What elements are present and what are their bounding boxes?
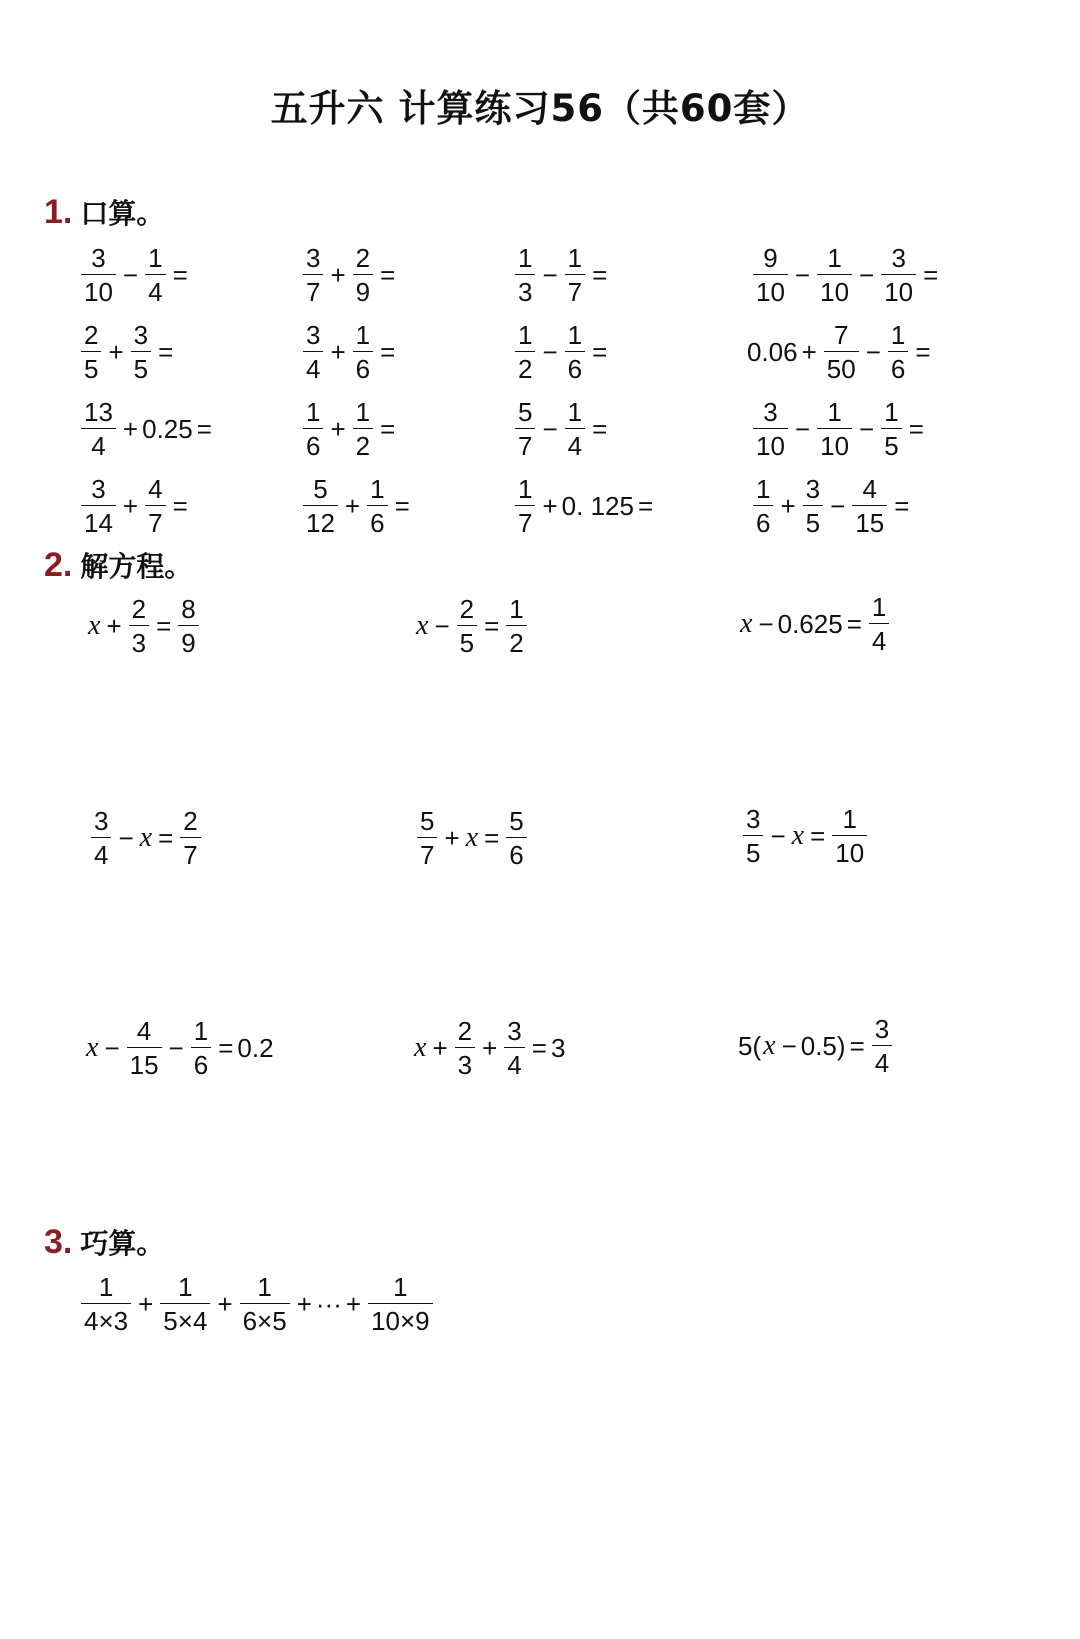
denominator: 4 [567,431,583,461]
denominator: 10 [835,838,865,868]
number: 0. 125 [561,490,634,521]
equation [84,1018,274,1078]
operator: = [394,490,410,521]
denominator: 15 [855,508,885,538]
numerator: 1 [178,1272,193,1302]
denominator: 10×9 [371,1306,430,1336]
equation [88,808,204,868]
denominator: 9 [355,277,371,307]
fraction [881,245,916,305]
oral-problem [750,476,913,536]
number: 0.5) [800,1030,846,1061]
fraction [127,1018,162,1078]
denominator: 4 [91,431,106,461]
numerator: 8 [181,594,196,624]
equation [414,596,530,656]
denominator: 6 [370,508,385,538]
numerator: 3 [133,320,149,350]
numerator: 1 [871,592,887,622]
number: 0.25 [142,413,193,444]
denominator: 9 [181,628,196,658]
fraction [191,1018,211,1078]
numerator: 3 [763,397,778,427]
fraction [832,806,867,866]
numerator: 4 [136,1016,152,1046]
fraction [353,245,373,305]
denominator: 10 [84,277,113,307]
number: 0.2 [237,1032,274,1063]
operator: = [484,822,500,853]
operator: = [923,259,939,290]
denominator: 4 [874,1048,890,1078]
number: ··· [315,1288,342,1319]
fraction [81,476,116,536]
denominator: 2 [518,354,533,384]
denominator: 7 [518,508,533,538]
variable: x [763,1030,776,1061]
operator: + [542,490,558,521]
operator: − [859,259,875,290]
numerator: 2 [457,1016,473,1046]
oral-problem [747,322,935,382]
operator: = [592,413,608,444]
denominator: 7 [420,840,435,870]
numerator: 1 [518,474,533,504]
operator: = [380,413,396,444]
oral-problem [300,322,399,382]
denominator: 3 [457,1050,473,1080]
numerator: 3 [874,1014,890,1044]
number: 0.625 [777,608,843,639]
fraction [817,245,852,305]
operator: = [915,336,931,367]
numerator: 3 [507,1016,522,1046]
numerator: 1 [518,243,533,273]
operator: = [380,336,396,367]
numerator: 1 [567,243,583,273]
operator: + [801,336,817,367]
operator: − [542,413,558,444]
denominator: 10 [884,277,914,307]
oral-problem [750,399,928,459]
operator: = [172,490,188,521]
operator: − [794,259,811,290]
denominator: 5 [746,838,761,868]
fraction [824,322,859,382]
numerator: 5 [420,806,435,836]
numerator: 1 [193,1016,209,1046]
numerator: 3 [805,474,821,504]
page-title: 五升六 计算练习56（共60套） [270,87,810,130]
operator: + [296,1288,312,1319]
operator: = [218,1032,234,1063]
variable: x [86,1032,99,1063]
fraction [803,476,823,536]
numerator: 1 [518,320,533,350]
series-problem [78,1274,436,1334]
denominator: 6 [306,431,321,461]
operator: = [637,490,654,521]
denominator: 10 [756,431,785,461]
fraction [303,322,323,382]
variable: x [88,610,101,641]
oral-problem [750,245,942,305]
denominator: 2 [355,431,371,461]
numerator: 1 [370,474,385,504]
fraction [852,476,887,536]
operator: + [344,490,361,521]
denominator: 3 [518,277,533,307]
fraction [753,245,788,305]
numerator: 3 [306,320,321,350]
fraction [145,476,165,536]
operator: − [758,608,774,639]
fraction [129,596,149,656]
fraction [506,596,526,656]
numerator: 3 [891,243,906,273]
fraction [145,245,165,305]
fraction [303,245,323,305]
number: 3 [550,1032,566,1063]
fraction [817,399,852,459]
numerator: 1 [567,397,583,427]
section-1-header [44,192,164,232]
section-3-header [44,1222,164,1262]
fraction [81,245,116,305]
denominator: 4 [94,840,109,870]
numerator: 1 [148,243,163,273]
operator: − [770,820,786,851]
denominator: 50 [826,354,856,384]
section-number: 3. [44,1222,73,1261]
fraction [353,399,373,459]
equation [740,806,870,866]
denominator: 6 [355,354,371,384]
fraction [515,399,535,459]
oral-problem [78,399,216,459]
variable: x [465,822,479,853]
fraction [515,476,535,536]
denominator: 3 [131,628,147,658]
numerator: 9 [763,243,778,273]
fraction [743,806,763,866]
denominator: 6 [756,508,771,538]
number: 0.06 [747,336,798,367]
fraction [565,322,585,382]
operator: + [108,336,124,367]
denominator: 4 [306,354,321,384]
fraction [367,476,387,536]
operator: + [138,1288,154,1319]
oral-problem [300,476,414,536]
fraction [753,399,788,459]
numerator: 1 [257,1272,272,1302]
oral-problem [512,399,611,459]
fraction [869,594,889,654]
numerator: 3 [91,474,106,504]
fraction [515,245,535,305]
operator: + [122,413,139,444]
denominator: 4×3 [84,1306,129,1336]
oral-problem [512,476,657,536]
numerator: 1 [98,1272,114,1302]
fraction [565,399,585,459]
operator: = [196,413,212,444]
operator: − [865,336,881,367]
denominator: 10 [820,277,850,307]
fraction [303,399,323,459]
denominator: 7 [567,277,583,307]
denominator: 5 [459,628,475,658]
numerator: 5 [313,474,328,504]
numerator: 1 [509,594,524,624]
fraction [457,596,477,656]
variable: x [139,822,153,853]
numerator: 3 [306,243,321,273]
numerator: 1 [393,1272,408,1302]
numerator: 2 [183,806,198,836]
fraction [504,1018,524,1078]
fraction [368,1274,433,1334]
oral-problem [300,245,399,305]
fraction [178,596,198,656]
denominator: 5 [884,431,899,461]
fraction [881,399,901,459]
fraction [417,808,437,868]
operator: + [330,336,346,367]
operator: − [859,413,875,444]
operator: − [542,336,558,367]
oral-problem [78,322,177,382]
denominator: 10 [756,277,785,307]
operator: = [531,1032,547,1063]
denominator: 4 [507,1050,522,1080]
operator: = [894,490,910,521]
oral-problem [512,245,611,305]
denominator: 4 [871,626,887,656]
denominator: 6 [567,354,583,384]
operator: = [156,610,172,641]
operator: = [846,608,862,639]
operator: = [380,259,396,290]
fraction [131,322,151,382]
denominator: 5×4 [163,1306,208,1336]
fraction [240,1274,290,1334]
operator: = [592,336,608,367]
denominator: 5 [133,354,149,384]
equation [86,596,202,656]
numerator: 2 [355,243,371,273]
fraction [888,322,908,382]
denominator: 7 [518,431,533,461]
numerator: 1 [842,804,857,834]
fraction [81,399,116,459]
numerator: 5 [518,397,533,427]
operator: = [158,336,174,367]
variable: x [740,608,753,639]
numerator: 5 [509,806,524,836]
numerator: 2 [131,594,147,624]
denominator: 6 [509,840,524,870]
numerator: 1 [884,397,899,427]
numerator: 3 [91,243,106,273]
fraction [81,1274,131,1334]
variable: x [414,1032,427,1063]
equation [738,594,892,654]
operator: + [432,1032,448,1063]
numerator: 3 [94,806,109,836]
oral-problem [512,322,611,382]
denominator: 7 [148,508,163,538]
fraction [565,245,585,305]
numerator: 1 [306,397,321,427]
numerator: 1 [890,320,906,350]
operator: − [122,259,139,290]
denominator: 6 [193,1050,209,1080]
operator: = [849,1030,865,1061]
fraction [353,322,373,382]
equation [738,1016,895,1076]
number: 5( [738,1030,762,1061]
fraction [91,808,111,868]
section-label: 口算。 [80,197,165,230]
operator: + [106,610,122,641]
fraction [455,1018,475,1078]
operator: − [542,259,558,290]
denominator: 2 [509,628,524,658]
operator: − [794,413,811,444]
operator: − [781,1030,797,1061]
operator: + [122,490,139,521]
oral-problem [78,476,192,536]
operator: + [217,1288,233,1319]
fraction [81,322,101,382]
section-2-header [44,545,192,585]
denominator: 5 [84,354,99,384]
numerator: 7 [834,320,849,350]
numerator: 1 [355,397,371,427]
operator: − [168,1032,184,1063]
operator: + [444,822,460,853]
equation [412,1018,565,1078]
fraction [515,322,535,382]
fraction [160,1274,210,1334]
variable: x [416,610,429,641]
fraction [872,1016,892,1076]
numerator: 13 [84,397,113,427]
numerator: 4 [148,474,163,504]
operator: − [104,1032,120,1063]
oral-problem [300,399,399,459]
numerator: 1 [355,320,371,350]
denominator: 7 [183,840,198,870]
operator: = [484,610,500,641]
section-number: 1. [44,192,73,231]
oral-problem [78,245,192,305]
section-label: 巧算。 [80,1227,165,1260]
operator: − [830,490,846,521]
numerator: 2 [459,594,475,624]
numerator: 4 [862,474,877,504]
numerator: 1 [567,320,583,350]
fraction [180,808,200,868]
denominator: 12 [306,508,335,538]
fraction [303,476,338,536]
operator: = [158,822,174,853]
operator: + [330,413,346,444]
equation [414,808,530,868]
denominator: 10 [820,431,850,461]
fraction [506,808,526,868]
denominator: 14 [84,508,113,538]
operator: = [592,259,608,290]
operator: = [810,820,826,851]
numerator: 1 [756,474,771,504]
operator: − [434,610,450,641]
numerator: 1 [827,243,842,273]
operator: + [330,259,346,290]
denominator: 4 [148,277,163,307]
denominator: 6 [890,354,906,384]
variable: x [791,820,805,851]
denominator: 15 [129,1050,159,1080]
numerator: 2 [84,320,99,350]
section-number: 2. [44,545,73,584]
operator: + [780,490,796,521]
denominator: 6×5 [242,1306,287,1336]
operator: − [118,822,134,853]
operator: + [345,1288,362,1319]
numerator: 1 [827,397,842,427]
denominator: 5 [805,508,821,538]
operator: = [908,413,924,444]
denominator: 7 [306,277,321,307]
operator: + [482,1032,498,1063]
fraction [753,476,773,536]
numerator: 3 [746,804,761,834]
section-label: 解方程。 [80,550,193,583]
operator: = [172,259,188,290]
